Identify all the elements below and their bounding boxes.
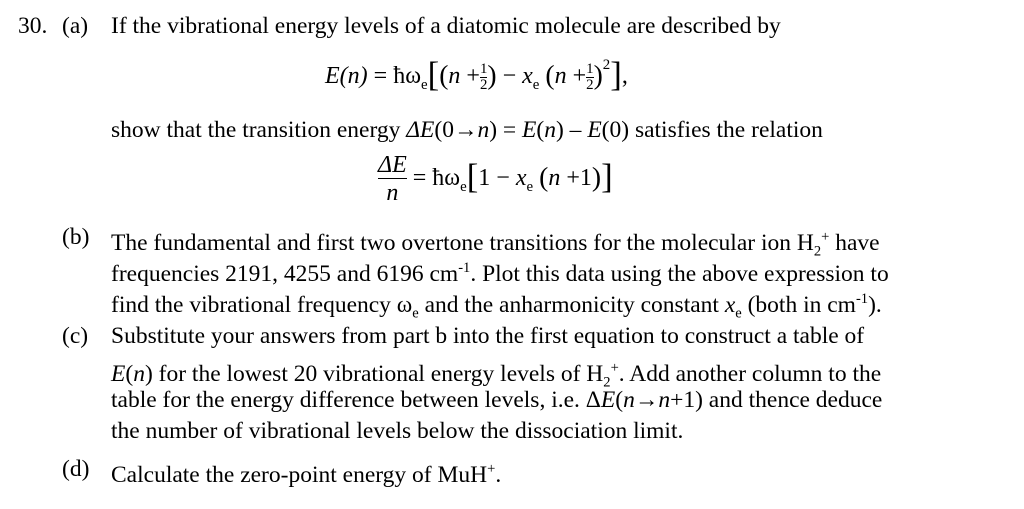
part-b-line-1: The fundamental and first two overtone transitions for the molecular ion $H_2^+$ have bbox=[111, 229, 880, 260]
part-a-label: (a) bbox=[62, 13, 89, 39]
part-d-text: Calculate the zero-point energy of MuH+. bbox=[111, 461, 502, 488]
part-c-line-1: Substitute your answers from part b into the first equation to construct a table of bbox=[111, 323, 865, 349]
equation-energy-levels: $E(n) = ħ\omega_e[(n$ + $\frac{1}{2}$ ) − $x_e$ (n + $\frac{1}{2}$ )$^2$], bbox=[325, 55, 628, 94]
part-d-label: (d) bbox=[62, 456, 90, 482]
equation-transition-relation: $\frac{\Delta E}{n}$ = $ħ\omega_e[1 - x_e$ (n +1)] bbox=[378, 152, 613, 206]
part-b-line-2: frequencies 2191, 4255 and 6196 $cm^{-1}$. Plot this data using the above expression to bbox=[111, 260, 889, 287]
part-c-line-3: table for the energy difference between levels, i.e. ΔE(n→n+1) and thence deduce bbox=[111, 387, 883, 413]
part-b-label: (b) bbox=[62, 224, 90, 250]
part-c-label: (c) bbox=[62, 323, 89, 349]
part-b-line-3: find the vibrational frequency $\omega_e$ and the anharmonicity constant $x_e$ (both in $cm^{-1}$). bbox=[111, 291, 882, 322]
part-c-line-2: E(n) for the lowest 20 vibrational energy levels of $H_2^+$. Add another column to the bbox=[111, 360, 882, 391]
part-a-show-line: show that the transition energy ΔE(0→n) = E(n) – E(0) satisfies the relation bbox=[111, 117, 823, 143]
part-a-intro: If the vibrational energy levels of a diatomic molecule are described by bbox=[111, 13, 781, 39]
part-c-line-4: the number of vibrational levels below the dissociation limit. bbox=[111, 418, 684, 444]
question-number: 30. bbox=[18, 13, 48, 39]
